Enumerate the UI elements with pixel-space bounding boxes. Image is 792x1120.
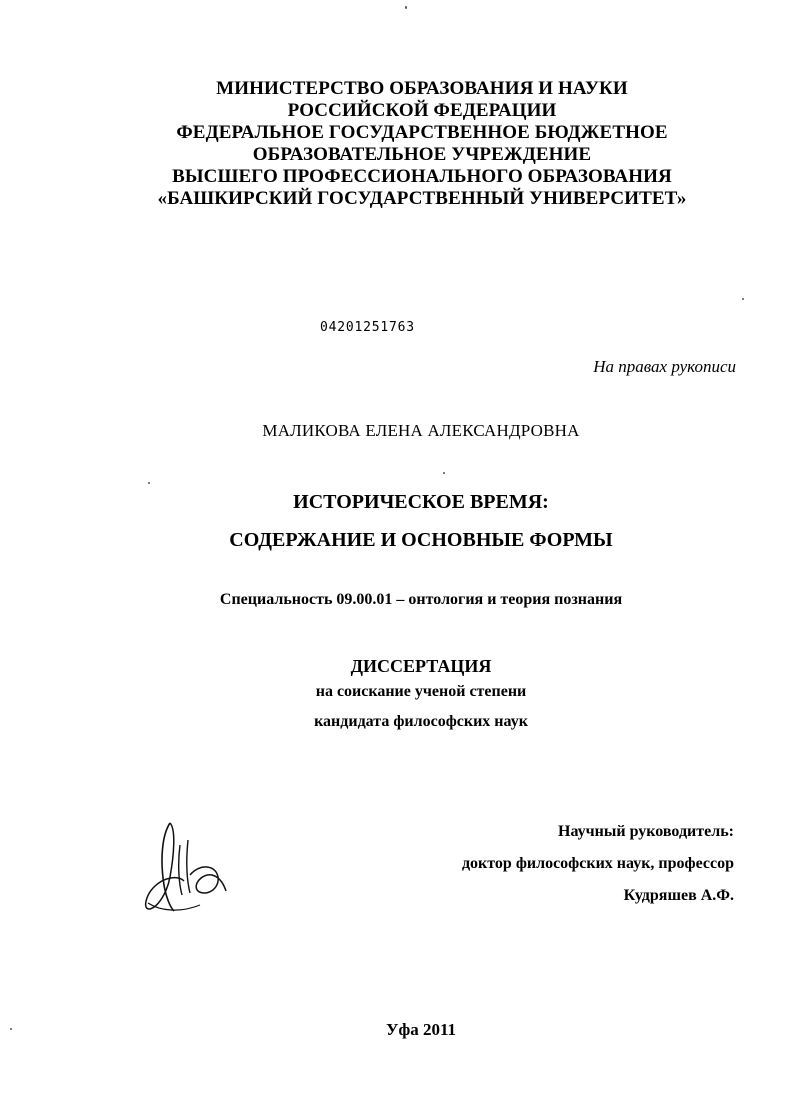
city-year: Уфа 2011 <box>385 1020 457 1039</box>
document-code: 04201251763 <box>320 320 415 335</box>
supervisor-block <box>462 816 734 912</box>
degree-line-1: на соискание ученой степени <box>315 683 527 700</box>
dissertation-heading: ДИССЕРТАЦИЯ <box>350 656 492 676</box>
signature-icon <box>140 815 230 915</box>
supervisor-label: Научный руководитель: <box>558 823 734 840</box>
header-line: МИНИСТЕРСТВО ОБРАЗОВАНИЯ И НАУКИ <box>216 78 628 99</box>
supervisor-name: Кудряшев А.Ф. <box>623 887 734 904</box>
scan-speck <box>405 6 407 9</box>
scan-speck <box>742 298 744 300</box>
specialty-line: Специальность 09.00.01 – онтология и теория познания <box>219 591 623 608</box>
dissertation-block <box>0 655 792 737</box>
header-line: ФЕДЕРАЛЬНОЕ ГОСУДАРСТВЕННОЕ БЮДЖЕТНОЕ <box>176 122 668 143</box>
title-line-2: СОДЕРЖАНИЕ И ОСНОВНЫЕ ФОРМЫ <box>229 529 613 551</box>
scan-speck <box>10 1028 12 1030</box>
header-line: ОБРАЗОВАТЕЛЬНОЕ УЧРЕЖДЕНИЕ <box>252 144 592 165</box>
dissertation-title <box>0 483 792 559</box>
degree-line-2: кандидата философских наук <box>314 713 528 730</box>
header-line: ВЫСШЕГО ПРОФЕССИОНАЛЬНОГО ОБРАЗОВАНИЯ <box>172 166 672 187</box>
scan-speck <box>443 472 445 474</box>
manuscript-note: На правах рукописи <box>593 357 736 376</box>
supervisor-degree: доктор философских наук, профессор <box>461 855 734 872</box>
scan-speck <box>148 482 150 484</box>
header-line: РОССИЙСКОЙ ФЕДЕРАЦИИ <box>287 100 557 121</box>
title-line-1: ИСТОРИЧЕСКОЕ ВРЕМЯ: <box>293 491 549 513</box>
institution-header <box>96 78 748 210</box>
header-line: «БАШКИРСКИЙ ГОСУДАРСТВЕННЫЙ УНИВЕРСИТЕТ» <box>157 188 687 209</box>
author-name: МАЛИКОВА ЕЛЕНА АЛЕКСАНДРОВНА <box>262 421 580 440</box>
